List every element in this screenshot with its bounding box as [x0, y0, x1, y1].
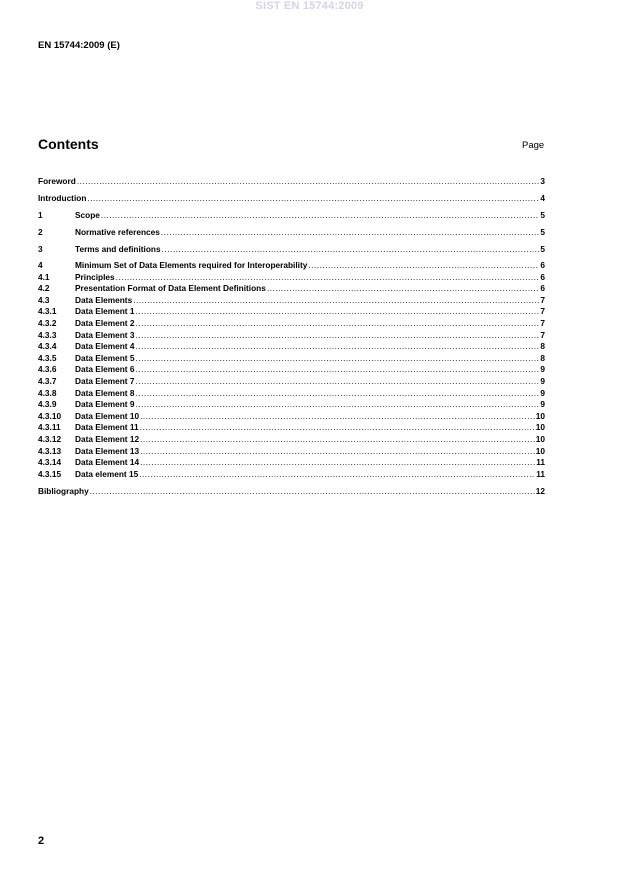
toc-entry-data-element-1[interactable]	[38, 306, 545, 318]
toc-entry-title: Data Element 3	[75, 329, 135, 340]
toc-entry-data-element-12[interactable]	[38, 434, 545, 446]
toc-entry-number: 1	[38, 210, 43, 220]
toc-entry-number: 4.3.13	[38, 445, 62, 456]
toc-dot-leader	[90, 485, 535, 497]
toc-entry-title: Data Element 12	[75, 433, 140, 444]
toc-entry-bibliography[interactable]	[38, 485, 545, 497]
toc-entry-page: 12	[535, 486, 545, 497]
toc-entry-title: Data Element 11	[75, 422, 139, 433]
toc-entry-page: 8	[540, 352, 545, 363]
toc-entry-title: Data Elements	[75, 294, 133, 305]
toc-entry-page: 9	[540, 364, 545, 375]
toc-entry-title: Data Element 7	[75, 375, 135, 386]
toc-entry-page: 7	[540, 329, 545, 340]
toc-entry-title: Data Element 10	[75, 410, 140, 421]
toc-entry-data-elements[interactable]	[38, 295, 545, 307]
toc-entry-number: 4.3.3	[38, 329, 57, 340]
toc-dot-leader	[161, 226, 540, 238]
toc-dot-leader	[135, 353, 539, 365]
toc-entry-page: 7	[540, 294, 545, 305]
toc-entry-title: Data Element 8	[75, 387, 135, 398]
toc-entry-page: 10	[535, 433, 545, 444]
toc-entry-number: 4.3.8	[38, 387, 57, 398]
toc-entry-title: Minimum Set of Data Elements required for Interoperability	[75, 260, 308, 270]
page-number: 2	[38, 835, 45, 847]
toc-entry-data-element-8[interactable]	[38, 388, 545, 400]
toc-entry-title: Data Element 6	[75, 364, 135, 375]
toc-dot-leader	[101, 209, 539, 221]
toc-entry-number: 4.3.6	[38, 364, 57, 375]
toc-dot-leader	[133, 295, 539, 307]
toc-dot-leader	[135, 341, 539, 353]
toc-dot-leader	[135, 318, 539, 330]
toc-entry-number: 2	[38, 227, 43, 237]
toc-entry-page: 4	[540, 193, 545, 203]
toc-entry-data-element-7[interactable]	[38, 376, 545, 388]
toc-dot-leader	[135, 376, 539, 388]
toc-entry-data-element-10[interactable]	[38, 411, 545, 423]
toc-entry-title: Terms and definitions	[75, 244, 161, 254]
toc-entry-page: 3	[540, 176, 545, 186]
toc-entry-page: 10	[535, 422, 545, 433]
toc-dot-leader	[135, 388, 539, 400]
toc-entry-page: 7	[540, 306, 545, 317]
toc-entry-number: 4.3	[38, 294, 50, 305]
contents-title: Contents	[38, 136, 99, 152]
page-column-label: Page	[522, 140, 545, 151]
toc-entry-title: Data Element 14	[75, 457, 140, 468]
toc-entry-principles[interactable]	[38, 272, 545, 284]
toc-entry-foreword[interactable]	[38, 175, 545, 187]
toc-dot-leader	[140, 434, 535, 446]
table-of-contents	[38, 175, 545, 497]
toc-entry-presentation-format[interactable]	[38, 283, 545, 295]
toc-entry-number: 4.2	[38, 283, 50, 294]
toc-entry-number: 4.3.1	[38, 306, 57, 317]
toc-entry-number: 4.3.7	[38, 375, 57, 386]
toc-entry-title: Introduction	[38, 193, 87, 203]
toc-entry-number: 4.3.4	[38, 341, 57, 352]
toc-entry-number: 4.3.2	[38, 317, 57, 328]
toc-entry-title: Data Element 2	[75, 317, 135, 328]
toc-entry-page: 6	[540, 283, 545, 294]
toc-entry-title: Data element 15	[75, 468, 139, 479]
toc-entry-title: Foreword	[38, 176, 76, 186]
toc-entry-number: 4.3.14	[38, 457, 62, 468]
toc-entry-title: Presentation Format of Data Element Definitions	[75, 283, 266, 294]
toc-entry-scope[interactable]	[38, 209, 545, 221]
toc-entry-page: 6	[540, 260, 545, 270]
toc-dot-leader	[139, 469, 535, 481]
toc-entry-page: 9	[540, 375, 545, 386]
toc-entry-page: 10	[535, 445, 545, 456]
toc-entry-number: 4.3.12	[38, 433, 62, 444]
toc-dot-leader	[267, 283, 540, 295]
toc-entry-title: Data Element 4	[75, 341, 135, 352]
toc-entry-page: 6	[540, 271, 545, 282]
toc-dot-leader	[77, 175, 540, 187]
toc-entry-data-element-3[interactable]	[38, 330, 545, 342]
toc-dot-leader	[135, 364, 539, 376]
toc-entry-number: 3	[38, 244, 43, 254]
toc-entry-number: 4.3.10	[38, 410, 62, 421]
toc-entry-page: 9	[540, 387, 545, 398]
toc-entry-normative-references[interactable]	[38, 226, 545, 238]
toc-entry-title: Principles	[75, 271, 115, 282]
toc-entry-title: Data Element 13	[75, 445, 140, 456]
toc-entry-number: 4	[38, 260, 43, 270]
toc-dot-leader	[140, 422, 535, 434]
toc-entry-number: 4.3.5	[38, 352, 57, 363]
watermark: SIST EN 15744:2009	[255, 0, 364, 12]
toc-entry-title: Normative references	[75, 227, 160, 237]
toc-entry-page: 9	[540, 399, 545, 410]
toc-dot-leader	[162, 243, 540, 255]
toc-entry-title: Data Element 9	[75, 399, 135, 410]
toc-entry-data-element-15[interactable]	[38, 469, 545, 481]
toc-entry-data-element-2[interactable]	[38, 318, 545, 330]
toc-entry-introduction[interactable]	[38, 192, 545, 204]
toc-dot-leader	[116, 272, 540, 284]
toc-entry-number: 4.1	[38, 271, 50, 282]
toc-dot-leader	[308, 260, 539, 272]
toc-entry-page: 5	[540, 227, 545, 237]
toc-entry-page: 7	[540, 317, 545, 328]
toc-entry-title: Data Element 1	[75, 306, 135, 317]
toc-dot-leader	[87, 192, 539, 204]
toc-entry-data-element-11[interactable]	[38, 422, 545, 434]
toc-entry-number: 4.3.11	[38, 422, 61, 433]
toc-entry-title: Bibliography	[38, 486, 89, 497]
document-id: EN 15744:2009 (E)	[38, 40, 120, 51]
toc-entry-terms-and-definitions[interactable]	[38, 243, 545, 255]
toc-entry-data-element-13[interactable]	[38, 446, 545, 458]
toc-dot-leader	[135, 330, 539, 342]
toc-entry-page: 8	[540, 341, 545, 352]
toc-dot-leader	[135, 306, 539, 318]
toc-entry-page: 10	[535, 410, 545, 421]
toc-entry-page: 5	[540, 210, 545, 220]
toc-dot-leader	[140, 446, 535, 458]
toc-entry-page: 5	[540, 244, 545, 254]
toc-entry-data-element-5[interactable]	[38, 353, 545, 365]
toc-entry-page: 11	[536, 468, 545, 479]
toc-dot-leader	[140, 411, 535, 423]
toc-entry-data-element-4[interactable]	[38, 341, 545, 353]
toc-dot-leader	[135, 399, 539, 411]
toc-dot-leader	[140, 457, 535, 469]
toc-entry-title: Scope	[75, 210, 100, 220]
toc-entry-number: 4.3.15	[38, 468, 62, 479]
toc-entry-data-element-6[interactable]	[38, 364, 545, 376]
toc-entry-number: 4.3.9	[38, 399, 57, 410]
toc-entry-page: 11	[536, 457, 545, 468]
toc-entry-minimum-set[interactable]	[38, 260, 545, 272]
toc-entry-data-element-14[interactable]	[38, 457, 545, 469]
toc-entry-title: Data Element 5	[75, 352, 135, 363]
toc-entry-data-element-9[interactable]	[38, 399, 545, 411]
